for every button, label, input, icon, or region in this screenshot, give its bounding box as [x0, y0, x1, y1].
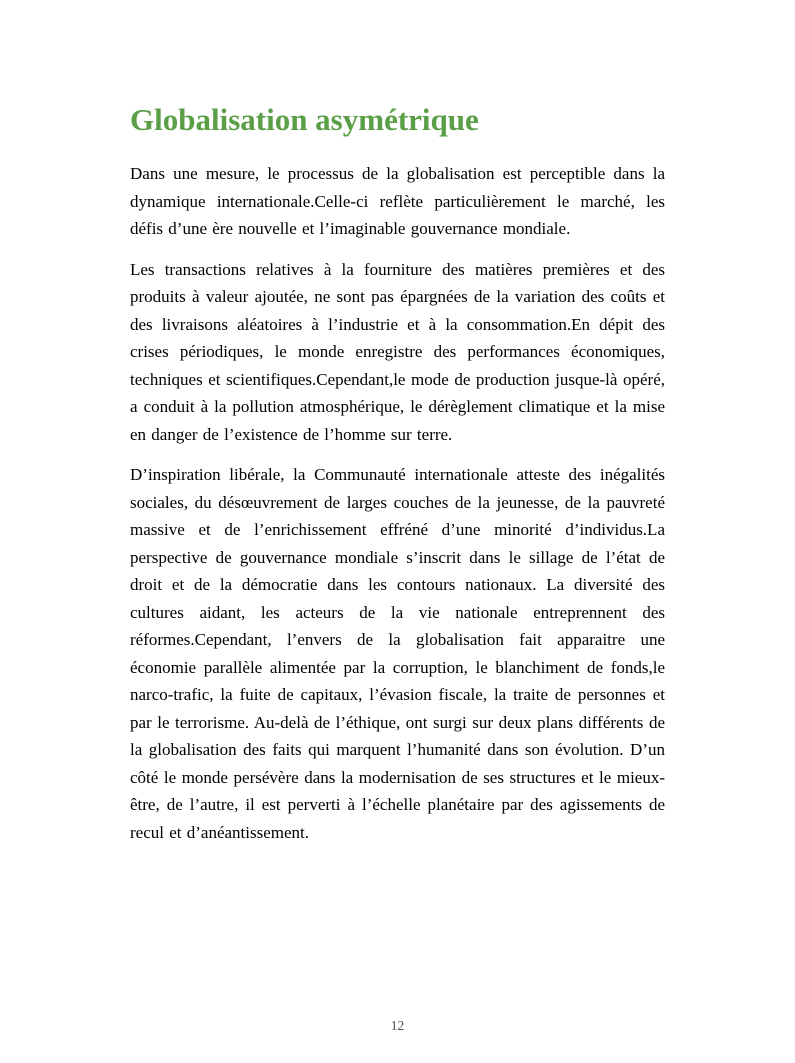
body-paragraph-3: D’inspiration libérale, la Communauté internationale atteste des inégalités sociales, du désœuvrement de larges couches de la jeunesse, de la pauvreté massive et de l’enrichissement effréné d’une minorité d’individus.La perspective de gouvernance mondiale s’inscrit dans le sillage de l’état de droit et de la démocratie dans les contours nationaux. La diversité des cultures aidant, les acteurs de la vie nationale entreprennent des réformes.Cependant, l’envers de la globalisation fait apparaitre une économie parallèle alimentée par la corruption, le blanchiment de fonds,le narco-trafic, la fuite de capitaux, l’évasion fiscale, la traite de personnes et par le terrorisme. Au-delà de l’éthique, ont surgi sur deux plans différents de la globalisation des faits qui marquent l’humanité dans son évolution. D’un côté le monde persévère dans la modernisation de ses structures et le mieux-être, de l’autre, il est perverti à l’échelle planétaire par des agissements de recul et d’anéantissement. — [130, 465, 665, 842]
body-paragraph-2: Les transactions relatives à la fourniture des matières premières et des produits à valeur ajoutée, ne sont pas épargnées de la variation des coûts et des livraisons aléatoires à l’industrie et à la consommation.En dépit des crises périodiques, le monde enregistre des performances économiques, techniques et scientifiques.Cependant,le mode de production jusque-là opéré, a conduit à la pollution atmosphérique, le dérèglement climatique et la mise en danger de l’existence de l’homme sur terre. — [130, 259, 665, 444]
body-paragraph-1: Dans une mesure, le processus de la globalisation est perceptible dans la dynamique internationale.Celle-ci reflète particulièrement le marché, les défis d’une ère nouvelle et l’imaginable gouvernance mondiale. — [130, 164, 665, 239]
page-number: 12 — [390, 1018, 405, 1033]
page-title: Globalisation asymétrique — [130, 102, 479, 137]
page-footer — [0, 1017, 795, 1035]
